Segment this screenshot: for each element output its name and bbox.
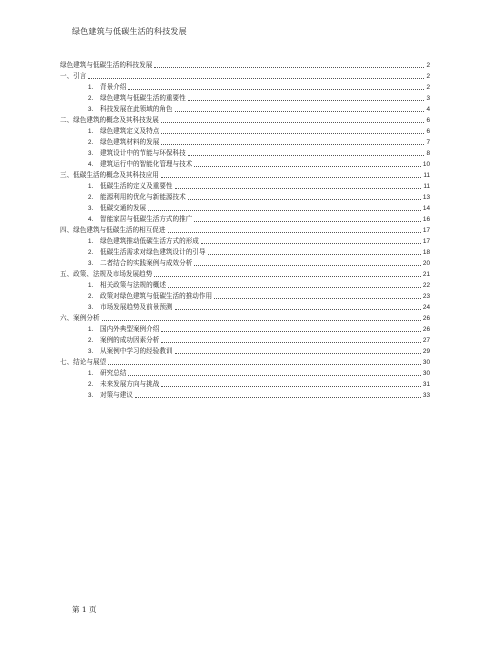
toc-entry-page-number: 30: [422, 370, 430, 377]
toc-dot-leader: [154, 275, 421, 277]
toc-entry-page-number: 27: [422, 337, 430, 344]
toc-entry-label: 市场发展趋势及前景预测: [100, 303, 173, 311]
toc-entry-page-number: 24: [422, 304, 430, 311]
toc-entry-label: 低碳交通的发展: [100, 204, 147, 212]
toc-dot-leader: [175, 187, 422, 189]
toc-dot-leader: [135, 396, 421, 398]
toc-entry-label: 低碳生活需求对绿色建筑设计的引导: [100, 248, 206, 256]
toc-entry-page-number: 2: [426, 84, 430, 91]
toc-entry-page-number: 26: [422, 315, 430, 322]
toc-entry[interactable]: [60, 379, 430, 390]
toc-entry-number: 1.: [88, 84, 94, 91]
toc-dot-leader: [208, 253, 421, 255]
toc-entry[interactable]: [60, 346, 430, 357]
toc-entry-label: 七、结论与展望: [60, 358, 107, 366]
toc-dot-leader: [194, 264, 421, 266]
toc-entry-label: 绿色建筑定义及特点: [100, 127, 160, 135]
toc-entry-number: 1.: [88, 282, 94, 289]
toc-entry-number: 1.: [88, 370, 94, 377]
toc-entry-page-number: 6: [426, 117, 430, 124]
toc-entry-page-number: 16: [422, 216, 430, 223]
toc-entry-label: 国内外典型案例介绍: [100, 325, 160, 333]
toc-dot-leader: [88, 77, 424, 79]
toc-entry-page-number: 17: [422, 227, 430, 234]
toc-dot-leader: [102, 319, 421, 321]
toc-entry-page-number: 29: [422, 348, 430, 355]
toc-entry[interactable]: [60, 126, 430, 137]
toc-entry[interactable]: [60, 291, 430, 302]
toc-entry-page-number: 2: [426, 62, 430, 69]
toc-entry-label: 科技发展在此领域的角色: [100, 105, 173, 113]
toc-entry-page-number: 3: [426, 95, 430, 102]
toc-entry-number: 1.: [88, 128, 94, 135]
toc-entry-number: 1.: [88, 326, 94, 333]
toc-entry-page-number: 13: [422, 194, 430, 201]
toc-entry-number: 4.: [88, 216, 94, 223]
toc-entry[interactable]: [60, 203, 430, 214]
toc-dot-leader: [188, 154, 425, 156]
toc-entry-label: 绿色建筑与低碳生活的科技发展: [60, 61, 153, 69]
toc-entry[interactable]: [60, 269, 430, 280]
toc-dot-leader: [194, 220, 421, 222]
toc-entry[interactable]: [60, 324, 430, 335]
toc-entry-number: 2.: [88, 249, 94, 256]
toc-entry-label: 案例的成功因素分析: [100, 336, 160, 344]
toc-dot-leader: [154, 66, 424, 68]
toc-dot-leader: [161, 385, 421, 387]
toc-dot-leader: [188, 198, 421, 200]
toc-entry[interactable]: [60, 247, 430, 258]
toc-entry-page-number: 23: [422, 293, 430, 300]
toc-entry-label: 绿色建筑与低碳生活的重要性: [100, 94, 186, 102]
toc-dot-leader: [175, 352, 421, 354]
toc-dot-leader: [201, 242, 421, 244]
toc-entry-number: 3.: [88, 150, 94, 157]
toc-entry-page-number: 6: [426, 128, 430, 135]
toc-dot-leader: [168, 286, 421, 288]
toc-entry[interactable]: [60, 170, 430, 181]
toc-entry-label: 五、政策、法规及市场发展趋势: [60, 270, 153, 278]
toc-entry-number: 2.: [88, 194, 94, 201]
toc-entry-number: 3.: [88, 392, 94, 399]
toc-entry[interactable]: [60, 225, 430, 236]
toc-entry-page-number: 18: [422, 249, 430, 256]
toc-entry[interactable]: [60, 148, 430, 159]
toc-entry-label: 一、引言: [60, 72, 87, 80]
toc-dot-leader: [128, 88, 424, 90]
toc-entry[interactable]: [60, 236, 430, 247]
toc-entry-label: 二者结合的实践案例与成效分析: [100, 259, 193, 267]
toc-entry-label: 六、案例分析: [60, 314, 100, 322]
toc-entry-label: 绿色建筑材料的发展: [100, 138, 160, 146]
toc-entry-label: 能源利用的优化与新能源技术: [100, 193, 186, 201]
toc-entry[interactable]: [60, 280, 430, 291]
toc-entry[interactable]: [60, 181, 430, 192]
toc-dot-leader: [161, 121, 425, 123]
toc-entry-number: 2.: [88, 139, 94, 146]
toc-entry[interactable]: [60, 335, 430, 346]
toc-entry-page-number: 4: [426, 106, 430, 113]
toc-entry-label: 研究总结: [100, 369, 127, 377]
toc-entry-page-number: 17: [422, 238, 430, 245]
toc-entry[interactable]: [60, 357, 430, 368]
toc-entry-label: 背景介绍: [100, 83, 127, 91]
toc-entry-page-number: 11: [423, 183, 430, 190]
toc-entry-page-number: 14: [422, 205, 430, 212]
toc-entry-number: 2.: [88, 95, 94, 102]
toc-dot-leader: [161, 176, 421, 178]
toc-entry[interactable]: [60, 82, 430, 93]
toc-dot-leader: [161, 330, 421, 332]
toc-entry-label: 相关政策与法规的概述: [100, 281, 166, 289]
toc-entry-page-number: 8: [426, 150, 430, 157]
toc-entry-label: 建筑运行中的智能化管理与技术: [100, 160, 193, 168]
toc-dot-leader: [128, 374, 421, 376]
toc-entry-page-number: 30: [422, 359, 430, 366]
toc-entry-label: 三、低碳生活的概念及其科技应用: [60, 171, 159, 179]
toc-entry[interactable]: [60, 71, 430, 82]
toc-entry-label: 未来发展方向与挑战: [100, 380, 160, 388]
toc-dot-leader: [175, 110, 425, 112]
toc-entry-label: 四、绿色建筑与低碳生活的相互促进: [60, 226, 166, 234]
toc-entry[interactable]: [60, 258, 430, 269]
toc-entry-label: 政策对绿色建筑与低碳生活的推动作用: [100, 292, 213, 300]
toc-dot-leader: [188, 99, 425, 101]
toc-entry[interactable]: [60, 93, 430, 104]
toc-entry[interactable]: [60, 115, 430, 126]
toc-entry[interactable]: [60, 159, 430, 170]
toc-entry-number: 3.: [88, 205, 94, 212]
toc-entry-page-number: 33: [422, 392, 430, 399]
toc-entry-label: 低碳生活的定义及重要性: [100, 182, 173, 190]
toc-entry-page-number: 31: [422, 381, 430, 388]
toc-entry-label: 从案例中学习的经验教训: [100, 347, 173, 355]
toc-entry[interactable]: [60, 390, 430, 401]
toc-entry-page-number: 10: [422, 161, 430, 168]
toc-entry[interactable]: [60, 104, 430, 115]
toc-dot-leader: [161, 132, 424, 134]
toc-entry[interactable]: [60, 60, 430, 71]
toc-entry-number: 2.: [88, 337, 94, 344]
toc-entry-number: 3.: [88, 304, 94, 311]
toc-entry-page-number: 22: [422, 282, 430, 289]
toc-entry-number: 2.: [88, 381, 94, 388]
toc-entry-number: 2.: [88, 293, 94, 300]
toc-dot-leader: [168, 231, 421, 233]
page-header-title: 绿色建筑与低碳生活的科技发展: [72, 27, 187, 36]
toc-entry-page-number: 21: [422, 271, 430, 278]
toc-entry[interactable]: [60, 137, 430, 148]
toc-dot-leader: [214, 297, 421, 299]
toc-entry-page-number: 26: [422, 326, 430, 333]
toc-entry-page-number: 11: [423, 172, 430, 179]
toc-dot-leader: [194, 165, 421, 167]
toc-entry[interactable]: [60, 302, 430, 313]
toc-entry-page-number: 2: [426, 73, 430, 80]
toc-entry-number: 3.: [88, 260, 94, 267]
toc-dot-leader: [161, 341, 421, 343]
toc-dot-leader: [148, 209, 421, 211]
toc-entry-number: 4.: [88, 161, 94, 168]
toc-entry[interactable]: [60, 192, 430, 203]
toc-dot-leader: [108, 363, 421, 365]
toc-entry-label: 对策与建议: [100, 391, 133, 399]
toc-dot-leader: [175, 308, 421, 310]
toc-entry[interactable]: [60, 368, 430, 379]
toc-entry-page-number: 7: [426, 139, 430, 146]
toc-entry-page-number: 20: [422, 260, 430, 267]
toc-entry-number: 3.: [88, 348, 94, 355]
toc-entry-number: 3.: [88, 106, 94, 113]
toc-entry[interactable]: [60, 313, 430, 324]
toc-entry-number: 1.: [88, 183, 94, 190]
toc-entry-label: 智能家居与低碳生活方式的推广: [100, 215, 193, 223]
table-of-contents: [60, 60, 430, 401]
toc-entry-label: 二、绿色建筑的概念及其科技发展: [60, 116, 159, 124]
toc-entry-number: 1.: [88, 238, 94, 245]
toc-entry[interactable]: [60, 214, 430, 225]
page-number-footer: 第 1 页: [72, 605, 97, 614]
toc-entry-label: 绿色建筑推动低碳生活方式的形成: [100, 237, 199, 245]
toc-entry-label: 建筑设计中的节能与环保科技: [100, 149, 186, 157]
toc-dot-leader: [161, 143, 424, 145]
